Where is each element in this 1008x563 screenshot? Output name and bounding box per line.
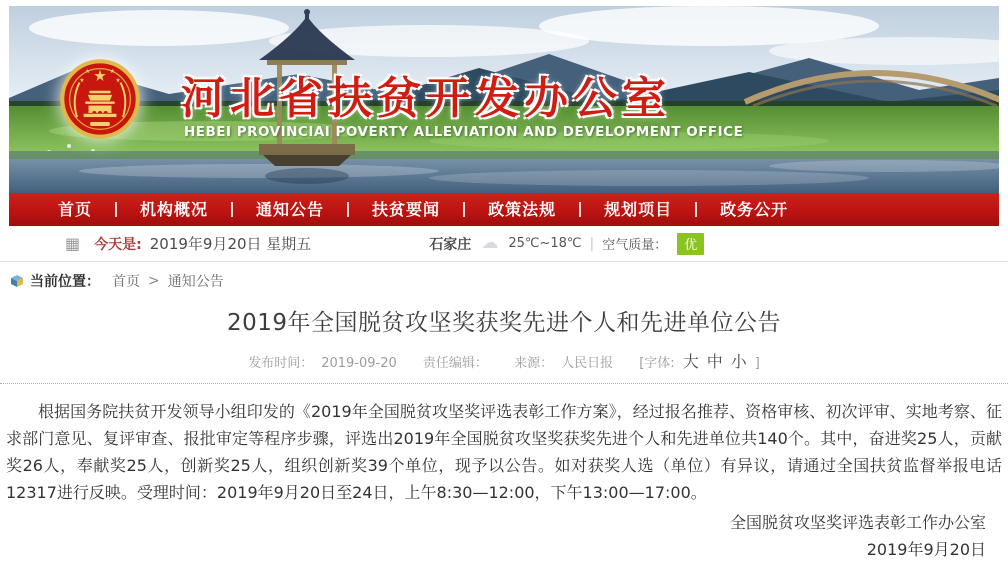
breadcrumb-current-link[interactable]: 通知公告 <box>167 274 224 290</box>
nav-item-disclosure[interactable]: 政务公开 <box>720 200 789 219</box>
source-value: 人民日报 <box>561 356 614 371</box>
article-meta <box>0 349 1008 372</box>
site-title: 河北省扶贫开发办公室 <box>181 73 671 124</box>
info-bar <box>9 226 999 261</box>
article-signature-block <box>0 509 1008 563</box>
temperature-range: 25℃~18℃ <box>508 236 582 251</box>
cube-icon <box>10 274 24 288</box>
font-size-label-close: ] <box>754 356 760 371</box>
national-emblem-icon <box>59 58 141 140</box>
nav-item-news[interactable]: 扶贫要闻 <box>372 200 441 219</box>
main-nav <box>9 193 999 226</box>
nav-item-home[interactable]: 首页 <box>58 200 93 219</box>
cloud-icon: ☁ <box>481 233 499 253</box>
breadcrumb <box>0 262 1008 295</box>
signature-office: 全国脱贫攻坚奖评选表彰工作办公室 <box>729 513 986 532</box>
air-quality-label: 空气质量： <box>602 238 668 253</box>
publish-label: 发布时间： <box>248 356 314 371</box>
font-size-medium-button[interactable]: 中 <box>706 352 723 371</box>
info-bar-wrap <box>0 226 1008 262</box>
article-title: 2019年全国脱贫攻坚奖获奖先进个人和先进单位公告 <box>226 310 782 336</box>
font-size-label: [字体: <box>639 356 675 371</box>
infobar-divider: | <box>589 235 595 252</box>
breadcrumb-label: 当前位置： <box>30 274 100 290</box>
source-label: 来源： <box>514 356 554 371</box>
today-date: 2019年9月20日 星期五 <box>149 235 312 253</box>
article-body: 根据国务院扶贫开发领导小组印发的《2019年全国脱贫攻坚奖评选表彰工作方案》，经过报名推荐、资格审核、初次评审、实地考察、征求部门意见、复评审查、报批审定等程序步骤，评选出2019年全国脱贫攻坚奖获奖先进个人和先进单位共140个。其中，奋进奖25人，贡献奖26人，奉献奖25人，创新奖25人，组织创新奖39个单位，现予以公告。如对获奖人选（单位）有异议，请通过全国扶贫监督举报电话12317进行反映。受理时间：2019年9月20日至24日，上午8:30—12:00，下午13:00—17:00。 <box>6 402 1002 502</box>
font-size-large-button[interactable]: 大 <box>682 352 699 371</box>
nav-item-projects[interactable]: 规划项目 <box>604 200 673 219</box>
site-subtitle-en: HEBEI PROVINCIAI POVERTY ALLEVIATION AND DEVELOPMENT OFFICE <box>184 124 744 140</box>
nav-item-policies[interactable]: 政策法规 <box>488 200 557 219</box>
breadcrumb-home-link[interactable]: 首页 <box>112 274 140 290</box>
today-label: 今天是: <box>94 236 142 253</box>
calendar-grid-icon: ▦ <box>65 233 81 253</box>
publish-date: 2019-09-20 <box>321 356 397 371</box>
air-quality-badge: 优 <box>677 233 704 255</box>
signature-date: 2019年9月20日 <box>866 540 986 559</box>
nav-item-notices[interactable]: 通知公告 <box>256 200 325 219</box>
breadcrumb-separator: > <box>148 273 160 289</box>
city-name: 石家庄 <box>429 236 472 253</box>
nav-item-about[interactable]: 机构概况 <box>140 200 209 219</box>
dotted-divider <box>0 383 1008 384</box>
site-banner <box>9 6 999 193</box>
weather-widget <box>429 233 704 255</box>
font-size-small-button[interactable]: 小 <box>730 352 747 371</box>
editor-label: 责任编辑： <box>422 356 488 371</box>
